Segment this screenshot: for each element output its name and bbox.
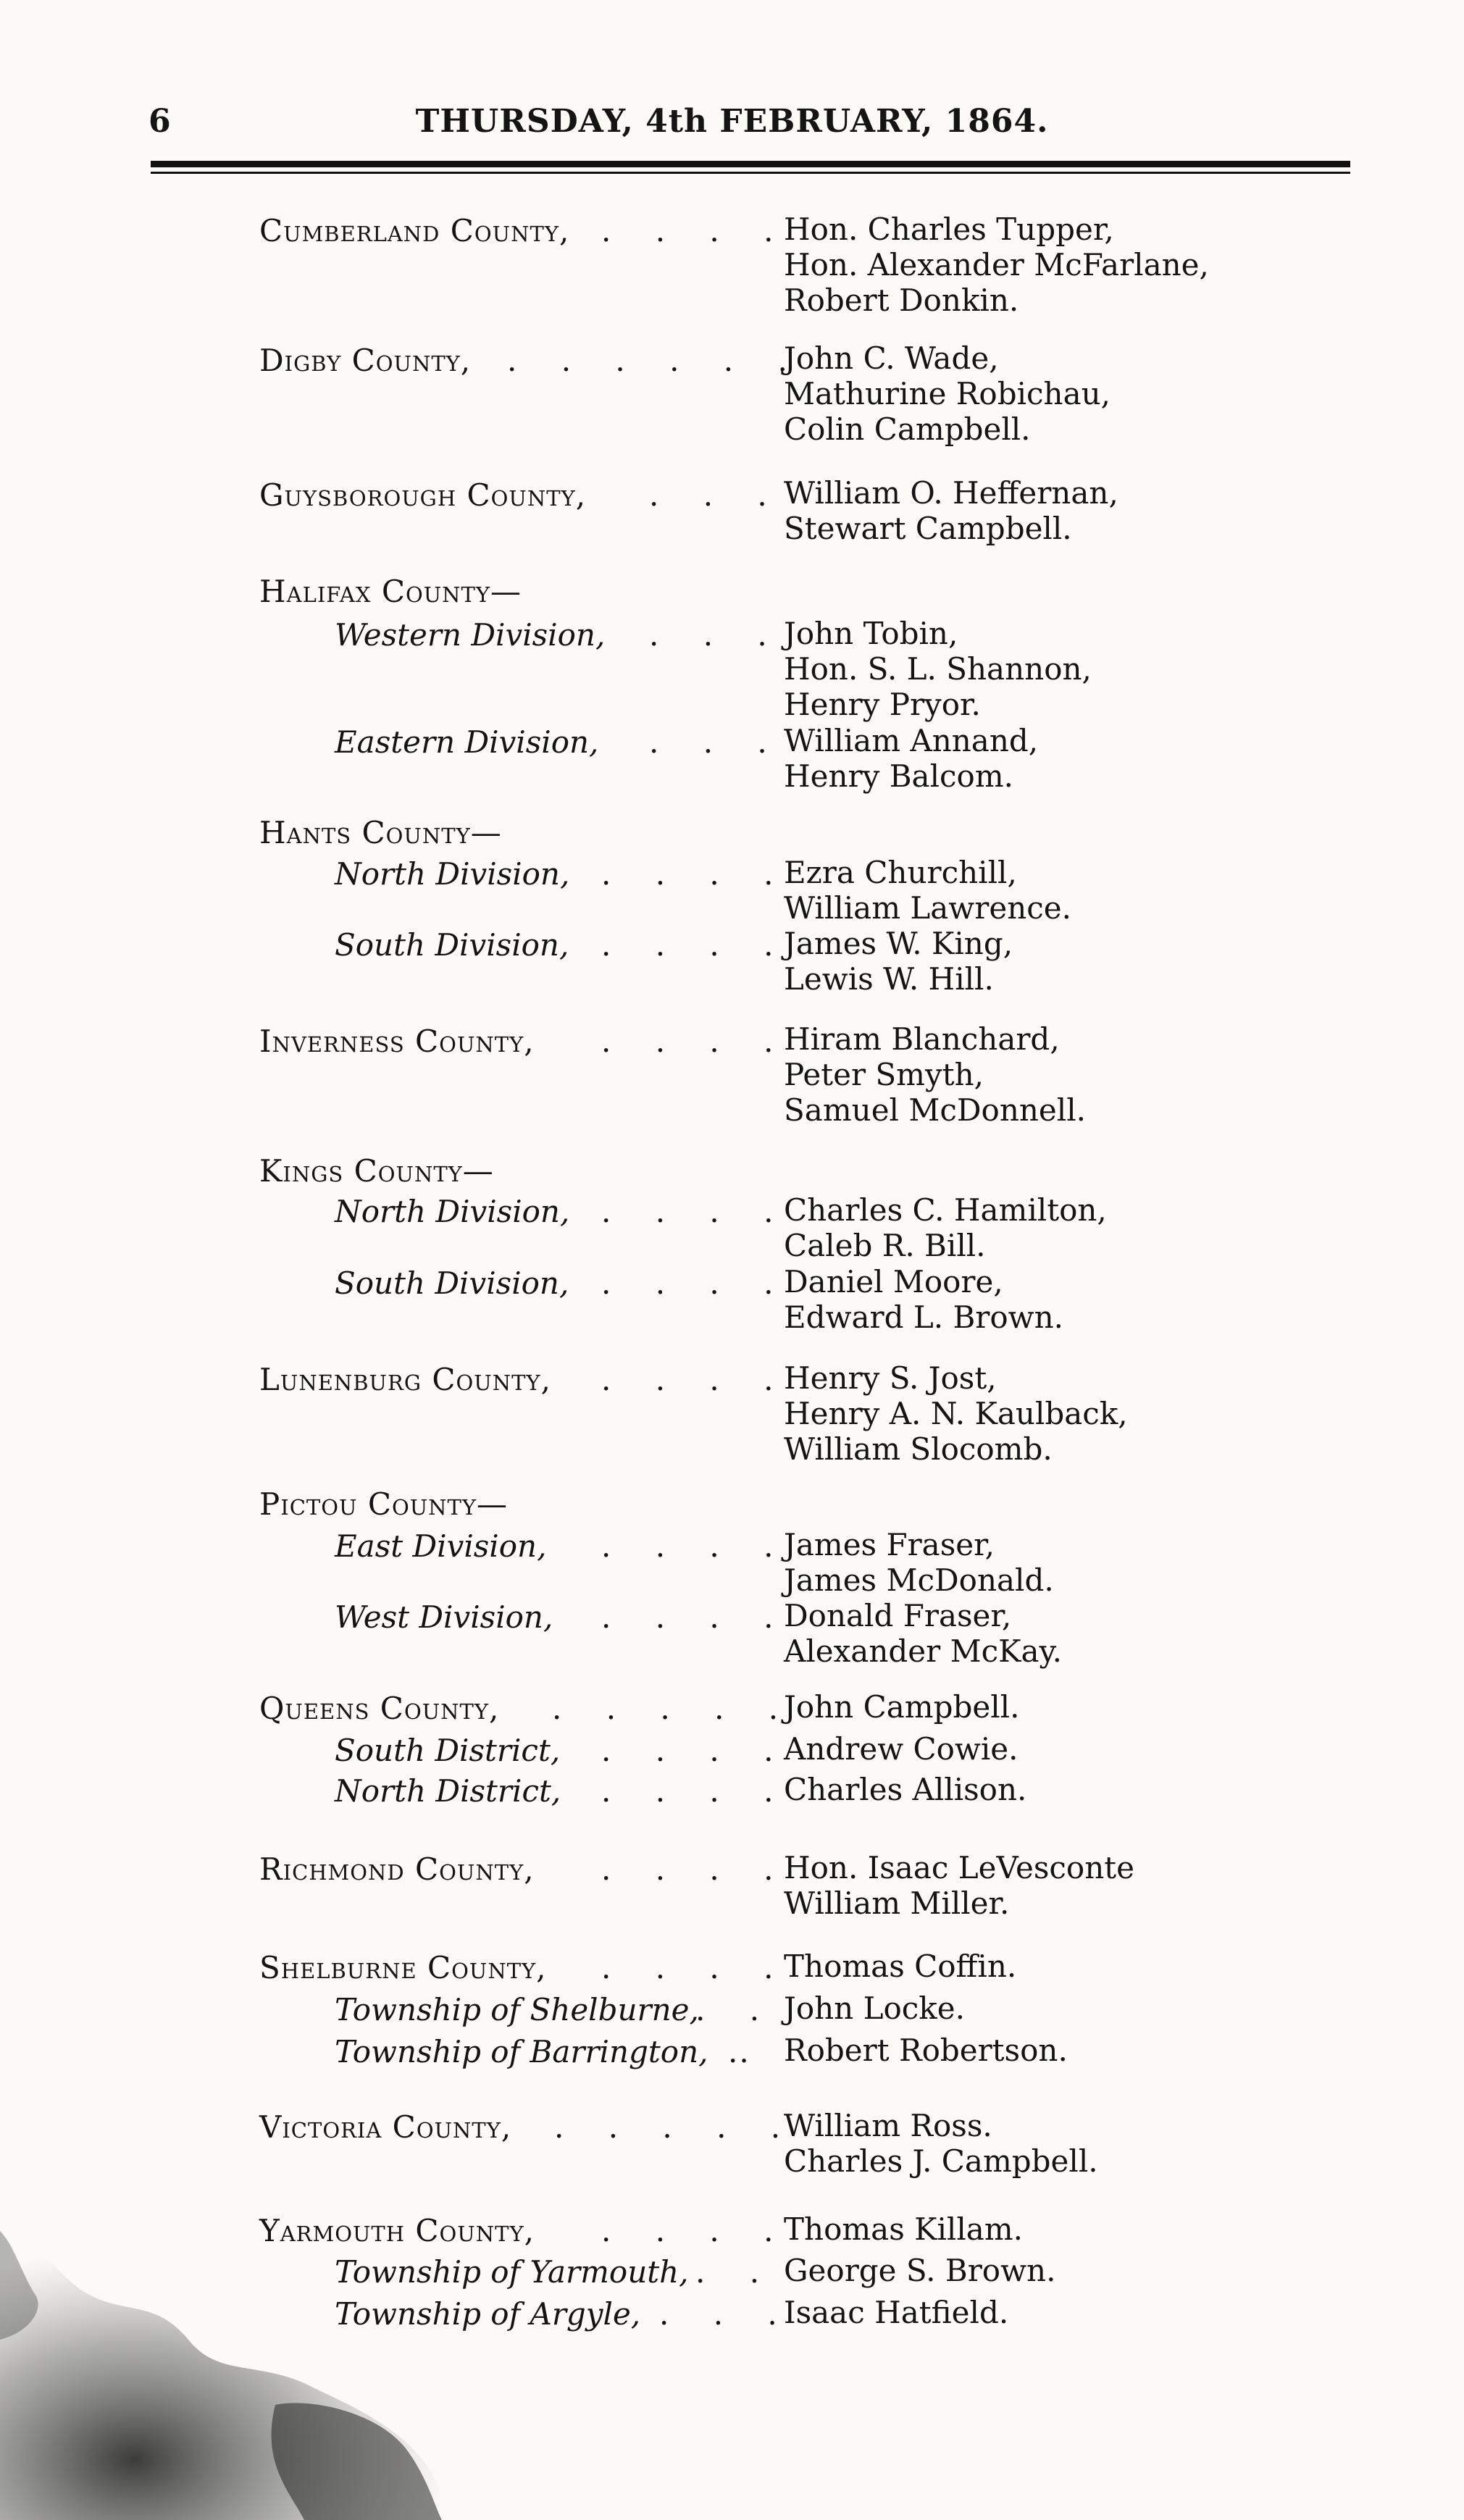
- dot-leader: . . .: [649, 477, 785, 513]
- member-names: [784, 723, 1038, 794]
- member-names: [784, 1850, 1134, 1921]
- member-name: John Tobin,: [784, 616, 958, 651]
- paper-stain: [0, 2188, 449, 2520]
- county-label: Digby County,: [259, 343, 472, 378]
- member-name: Thomas Coffin.: [784, 1948, 1017, 1984]
- member-name: Henry Pryor.: [784, 687, 981, 722]
- member-names: [784, 1772, 1026, 1807]
- member-names: [784, 1598, 1062, 1669]
- county-label: Shelburne County,: [259, 1950, 547, 1985]
- division-label: North Division,: [335, 1194, 570, 1229]
- division-label: South Division,: [335, 1265, 569, 1301]
- division-label: West Division,: [335, 1599, 553, 1635]
- member-name: William Annand,: [784, 723, 1039, 758]
- member-names: [784, 2108, 1098, 2179]
- member-name: William Miller.: [784, 1885, 1010, 1921]
- dot-leader: . . . .: [601, 1528, 791, 1564]
- division-label: Township of Yarmouth,: [335, 2254, 689, 2290]
- dot-leader: . . . .: [601, 2213, 791, 2248]
- dot-leader: . . . .: [601, 1773, 791, 1809]
- county-label: Lunenburg County,: [259, 1362, 551, 1397]
- member-names: [784, 1731, 1018, 1767]
- member-name: James Fraser,: [784, 1527, 995, 1562]
- division-label: North District,: [335, 1773, 561, 1809]
- dot-leader: ..: [728, 2034, 750, 2069]
- member-name: James W. King,: [784, 926, 1013, 961]
- member-name: Henry A. N. Kaulback,: [784, 1396, 1128, 1431]
- member-name: Robert Robertson.: [784, 2033, 1068, 2068]
- dot-leader: . . . .: [601, 1265, 791, 1301]
- division-label: South District,: [335, 1733, 561, 1768]
- member-name: Peter Smyth,: [784, 1057, 984, 1092]
- member-name: Edward L. Brown.: [784, 1299, 1064, 1335]
- dot-leader: . . . .: [601, 1194, 791, 1229]
- dot-leader: . .: [695, 2254, 777, 2290]
- division-label: Western Division,: [335, 617, 606, 653]
- dot-leader: . . . .: [601, 856, 791, 892]
- member-name: John Campbell.: [784, 1689, 1020, 1725]
- member-name: Hon. Alexander McFarlane,: [784, 247, 1209, 282]
- member-names: [784, 2033, 1068, 2068]
- member-names: [784, 1021, 1086, 1128]
- member-name: Isaac Hatfield.: [784, 2295, 1009, 2330]
- dot-leader: . . . . . .: [507, 343, 805, 378]
- county-label: Cumberland County,: [259, 213, 570, 248]
- member-name: George S. Brown.: [784, 2253, 1056, 2288]
- county-label: Queens County,: [259, 1691, 500, 1726]
- county-label: Kings County—: [259, 1153, 494, 1189]
- member-names: [784, 616, 1092, 722]
- member-names: [784, 1360, 1128, 1467]
- member-names: [784, 2211, 1023, 2247]
- member-names: [784, 340, 1110, 447]
- division-label: Township of Barrington,: [335, 2034, 708, 2069]
- dot-leader: . . . .: [601, 1362, 791, 1397]
- member-name: Hiram Blanchard,: [784, 1021, 1060, 1057]
- member-names: [784, 2253, 1055, 2288]
- division-label: Eastern Division,: [335, 724, 599, 760]
- county-label: Pictou County—: [259, 1486, 509, 1522]
- header-rule-thin: [151, 172, 1350, 174]
- dot-leader: . . . .: [601, 927, 791, 963]
- member-name: James McDonald.: [784, 1562, 1054, 1598]
- member-names: [784, 2295, 1008, 2330]
- member-names: [784, 475, 1118, 546]
- county-label: Halifax County—: [259, 574, 522, 609]
- member-names: [784, 1192, 1107, 1263]
- member-name: Charles C. Hamilton,: [784, 1192, 1107, 1228]
- member-name: Andrew Cowie.: [784, 1731, 1018, 1767]
- member-names: [784, 1689, 1019, 1725]
- dot-leader: . . .: [659, 2296, 795, 2332]
- member-name: Charles Allison.: [784, 1772, 1027, 1807]
- division-label: Township of Shelburne,: [335, 1992, 699, 2027]
- member-name: Hon. Isaac LeVesconte: [784, 1850, 1134, 1885]
- dot-leader: . . . . .: [554, 2109, 798, 2145]
- dot-leader: . .: [695, 1992, 777, 2027]
- dot-leader: . . . .: [601, 1599, 791, 1635]
- division-label: North Division,: [335, 856, 570, 892]
- county-label: Guysborough County,: [259, 477, 587, 513]
- member-name: Henry S. Jost,: [784, 1360, 997, 1396]
- member-names: [784, 1264, 1063, 1335]
- member-name: Caleb R. Bill.: [784, 1228, 986, 1263]
- division-label: Township of Argyle,: [335, 2296, 641, 2332]
- header-rule-thick: [151, 161, 1350, 167]
- member-name: Thomas Killam.: [784, 2211, 1024, 2247]
- member-name: Henry Balcom.: [784, 758, 1014, 794]
- member-name: Stewart Campbell.: [784, 511, 1072, 546]
- division-label: South Division,: [335, 927, 569, 963]
- dot-leader: . . .: [649, 617, 785, 653]
- dot-leader: . . . .: [601, 213, 791, 248]
- division-label: East Division,: [335, 1528, 547, 1564]
- member-name: Robert Donkin.: [784, 282, 1019, 318]
- member-name: Hon. Charles Tupper,: [784, 212, 1114, 247]
- member-name: Ezra Churchill,: [784, 855, 1017, 890]
- member-name: Lewis W. Hill.: [784, 961, 994, 997]
- member-name: William O. Heffernan,: [784, 475, 1118, 511]
- dot-leader: . . . . .: [552, 1691, 796, 1726]
- page-title: THURSDAY, 4th FEBRUARY, 1864.: [415, 103, 1049, 140]
- member-name: Samuel McDonnell.: [784, 1092, 1086, 1128]
- dot-leader: . . . .: [601, 1950, 791, 1985]
- dot-leader: . . . .: [601, 1733, 791, 1768]
- dot-leader: . . .: [649, 724, 785, 760]
- member-name: William Ross.: [784, 2108, 992, 2143]
- county-label: Hants County—: [259, 815, 502, 850]
- county-label: Yarmouth County,: [259, 2213, 535, 2248]
- member-names: [784, 1527, 1054, 1598]
- county-label: Victoria County,: [259, 2109, 512, 2145]
- member-names: [784, 1991, 965, 2026]
- dot-leader: . . . .: [601, 1851, 791, 1887]
- member-names: [784, 926, 1013, 997]
- member-name: Charles J. Campbell.: [784, 2143, 1098, 2179]
- member-name: John Locke.: [784, 1991, 965, 2026]
- member-names: [784, 212, 1209, 318]
- member-names: [784, 1948, 1016, 1984]
- member-name: Mathurine Robichau,: [784, 376, 1111, 411]
- member-name: Hon. S. L. Shannon,: [784, 651, 1092, 687]
- member-name: John C. Wade,: [784, 340, 999, 376]
- member-names: [784, 855, 1071, 926]
- dot-leader: . . . .: [601, 1024, 791, 1059]
- member-name: Donald Fraser,: [784, 1598, 1012, 1633]
- member-name: Colin Campbell.: [784, 411, 1031, 447]
- page-number: 6: [149, 103, 171, 140]
- member-name: Daniel Moore,: [784, 1264, 1003, 1299]
- member-name: Alexander McKay.: [784, 1633, 1063, 1669]
- county-label: Inverness County,: [259, 1024, 535, 1059]
- member-name: William Slocomb.: [784, 1431, 1053, 1467]
- county-label: Richmond County,: [259, 1851, 535, 1887]
- member-name: William Lawrence.: [784, 890, 1071, 926]
